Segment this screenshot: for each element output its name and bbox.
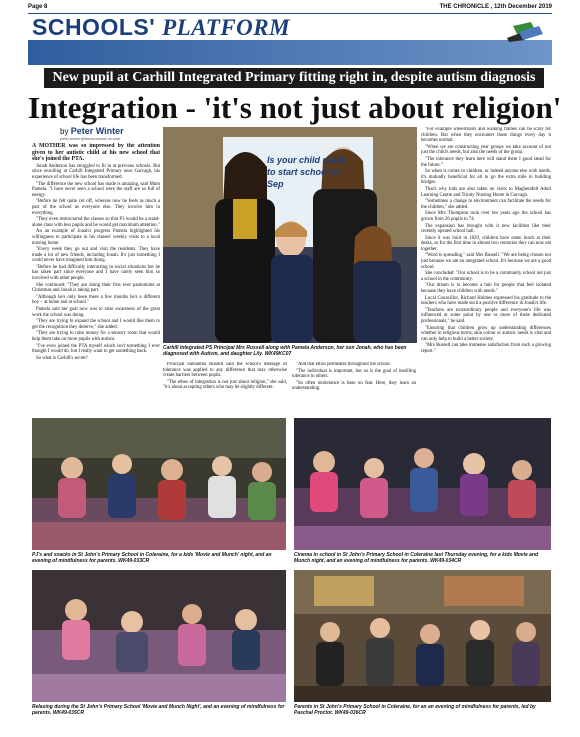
photo-pjs-snacks bbox=[32, 418, 286, 550]
article-paragraph: That's why kids are also taken on visits to Magherafelt Adult Learning Centre and Trinity Nursing Home in Garvagh. bbox=[421, 186, 551, 198]
byline-prefix: by bbox=[60, 127, 69, 136]
article-column-1 bbox=[32, 143, 160, 411]
article-paragraph: "So often intolerance is base on fear. Here, they learn an understanding. bbox=[292, 380, 416, 392]
main-photo-caption: Carhill Integrated PS Principal Mrs Russell along with Pamela Anderson, her son Jonah, who has been diagnosed with Autism, and daughter Lily. WK49KC07 bbox=[163, 345, 407, 357]
main-photo-sign-line-3: Sep bbox=[267, 179, 284, 189]
main-photo-sign-line-2: to start school in bbox=[267, 167, 340, 177]
article-paragraph: She concluded: "Our school is to be a community school not just a school in the community. bbox=[421, 271, 551, 282]
article-paragraph: She continued: "They are doing their first ever pantomime at Christmas and Jonah is taking part. bbox=[32, 282, 160, 294]
article-paragraph: "I've even joined the PTA myself which isn't something I ever thought I would do, but I really want to get something back. bbox=[32, 343, 160, 355]
article-column-2 bbox=[163, 362, 287, 414]
article-paragraph: "The difference the new school has made is amazing, said Mum Pamela. "I have never seen a school were the staff are so full of energy. bbox=[32, 181, 160, 198]
article-paragraph: "They are trying to expand the school and I would like them to get the recognition they deserve," she added. bbox=[32, 319, 160, 330]
photo-pjs-snacks-caption: PJ's and snacks in St John's Primary School in Coleraine, for a kids 'Movie and Munch' night, and an evening of mindfulness for parents. WK49-033CR bbox=[32, 552, 272, 564]
article-paragraph: "The ethos of integration is not just about religion," she said, "it's about accepting others who may be slightly different. bbox=[163, 379, 287, 391]
section-banner bbox=[28, 40, 552, 65]
article-paragraph: "Every week they go out and visit the residents. They have made a lot of new friends, including Jonah. It's just something I could never have imagined him doing. bbox=[32, 247, 160, 264]
article-paragraph: Local Councillor, Richard Holmes expressed his gratitude to the teachers who have made such a positive difference in Jonah's life. bbox=[421, 295, 551, 307]
article-paragraph: "Before he had difficulty interacting in social situations but he has taken part since everyone and I have rarely seen him so involved with other people. bbox=[32, 264, 160, 282]
main-photo bbox=[163, 127, 417, 343]
article-paragraph: So what is Carhill's secret? bbox=[36, 355, 88, 361]
headline: Integration - 'it's not just about religion' bbox=[28, 90, 562, 125]
photo-parents-mindfulness bbox=[294, 570, 551, 702]
article-paragraph: The expansion has brought with it new facilities like their recently opened school hall. bbox=[421, 223, 551, 235]
article-paragraph: "Before he felt quite cut off, whereas now he feels as much a part of the school as everyone else. They involve him in everything. bbox=[32, 199, 160, 216]
article-paragraph: "For example wheelchairs and walking frames can be scary for children. But when they encounter those things every day it becomes normal. bbox=[421, 127, 551, 144]
article-paragraph: "The individual is important, but so is the goal of instilling tolerance in others. bbox=[292, 368, 416, 380]
photo-parents-mindfulness-caption: Parents in St John's Primary School in Coleraine, for an an evening of mindfulness for parents, led by Paschal Proctor. WK49-036CR bbox=[294, 704, 536, 716]
book-icon bbox=[505, 22, 545, 42]
article-column-4 bbox=[421, 127, 551, 411]
page-topline bbox=[28, 4, 552, 13]
photo-cinema-in-school bbox=[294, 418, 551, 550]
article-paragraph: So when it comes to children, or indeed anyone else with needs, it's mutually beneficial for all to go the extra mile in building bridges. bbox=[421, 169, 551, 186]
article-paragraph: Principal Samantha Russell said the school's message of tolerance was applied to any difference that may otherwise create barriers between pupils. bbox=[163, 362, 287, 379]
article-paragraph: Jonah Anderson has struggled to fit in at previous schools. But since enrolling at Carhill Integrated Primary near Garvagh, his experience of school life has been transformed. bbox=[32, 163, 160, 180]
article-paragraph: "And that ethos permeates throughout the school. bbox=[296, 362, 391, 367]
article-paragraph: Since it was built in 1829, children have eaten lunch at their desks, so for the first time in almost two centuries they can now eat together. bbox=[421, 235, 551, 252]
article-paragraph: "Teachers are extraordinary people and everyone's life was influenced at some point by one or more of these dedicated professionals," he said. bbox=[421, 307, 551, 324]
photo-relaxing-movie-night bbox=[32, 570, 286, 702]
article-lead: A MOTHER was so impressed by the attention given to her autistic child at his new school that she's joined the PTA. bbox=[32, 143, 160, 163]
article-paragraph: "Word is spreading," said Mrs Russell. "We are being chosen not just because we are an integrated school. It's because we are a good school. bbox=[421, 253, 551, 270]
masthead-date: THE CHRONICLE , 12th December 2019 bbox=[439, 4, 552, 10]
section-title-schools: SCHOOLS' bbox=[32, 14, 156, 40]
byline-name: Peter Winter bbox=[70, 126, 124, 136]
section-title bbox=[32, 14, 292, 42]
main-photo-sign-line-1: Is your child ready bbox=[267, 155, 347, 165]
article-paragraph: Since Mrs Thompson took over ten years ago the school has grown from 26 pupils to 74. bbox=[421, 211, 551, 222]
article-paragraph: "Mrs Russell can take immense satisfaction from such a glowing report." bbox=[421, 343, 551, 354]
strapline: New pupil at Carhill Integrated Primary fitting right in, despite autism diagnosis bbox=[44, 68, 544, 88]
byline-email: peter.winter@thechronicle.uk.com bbox=[60, 136, 121, 141]
article-paragraph: "The tolerance they learn here will stand them I good stead for the future." bbox=[421, 156, 551, 168]
article-paragraph: "Sometimes a change in environment can facilitate the needs for the children," she added. bbox=[421, 199, 551, 210]
section-title-platform: PLATFORM bbox=[162, 15, 291, 40]
article-paragraph: An an example of Jonah's progress Pamela highlighted his willingness to participate in his classes' weekly visits to a local nursing home. bbox=[32, 229, 160, 246]
article-paragraph: "They are trying to raise money for a sensory room that would help them take on more pupils with autism. bbox=[32, 331, 160, 342]
article-column-3 bbox=[292, 362, 416, 414]
article-paragraph: "They even restructured the classes so that P3 would be a stand-alone class with less pupils and he would get maximum attention." bbox=[32, 217, 160, 228]
article-paragraph: "When we are constructing year groups we take account of not just the child's needs, but also the needs of the group. bbox=[421, 144, 551, 156]
article-paragraph: "Although he's only been there a few months he's a different boy – at home and at school." bbox=[32, 294, 160, 306]
photo-relaxing-movie-night-caption: Relaxing during the St John's Primary School 'Movie and Munch Night', and an evening of mindfulness for parents. WK49-035CR bbox=[32, 704, 285, 716]
page-number: Page 8 bbox=[28, 4, 48, 10]
article-paragraph: Pamela said her goal now was to raise awareness of the great work the school was doing. bbox=[32, 307, 160, 318]
article-paragraph: "Ensuring that children grow up understanding differences whether in religious terms, skin colour or autistic needs is vital and can only help to build a better society. bbox=[421, 325, 551, 342]
photo-cinema-in-school-caption: Cinema in school in St John's Primary School in Coleraine last Thursday evening, for a kids Movie and Munch night, and an evening of mindfulness for parents. WK49-034CR bbox=[294, 552, 539, 564]
article-paragraph: "Our dream is to become a hub for people that feel isolated because they have children with needs." bbox=[421, 283, 551, 295]
